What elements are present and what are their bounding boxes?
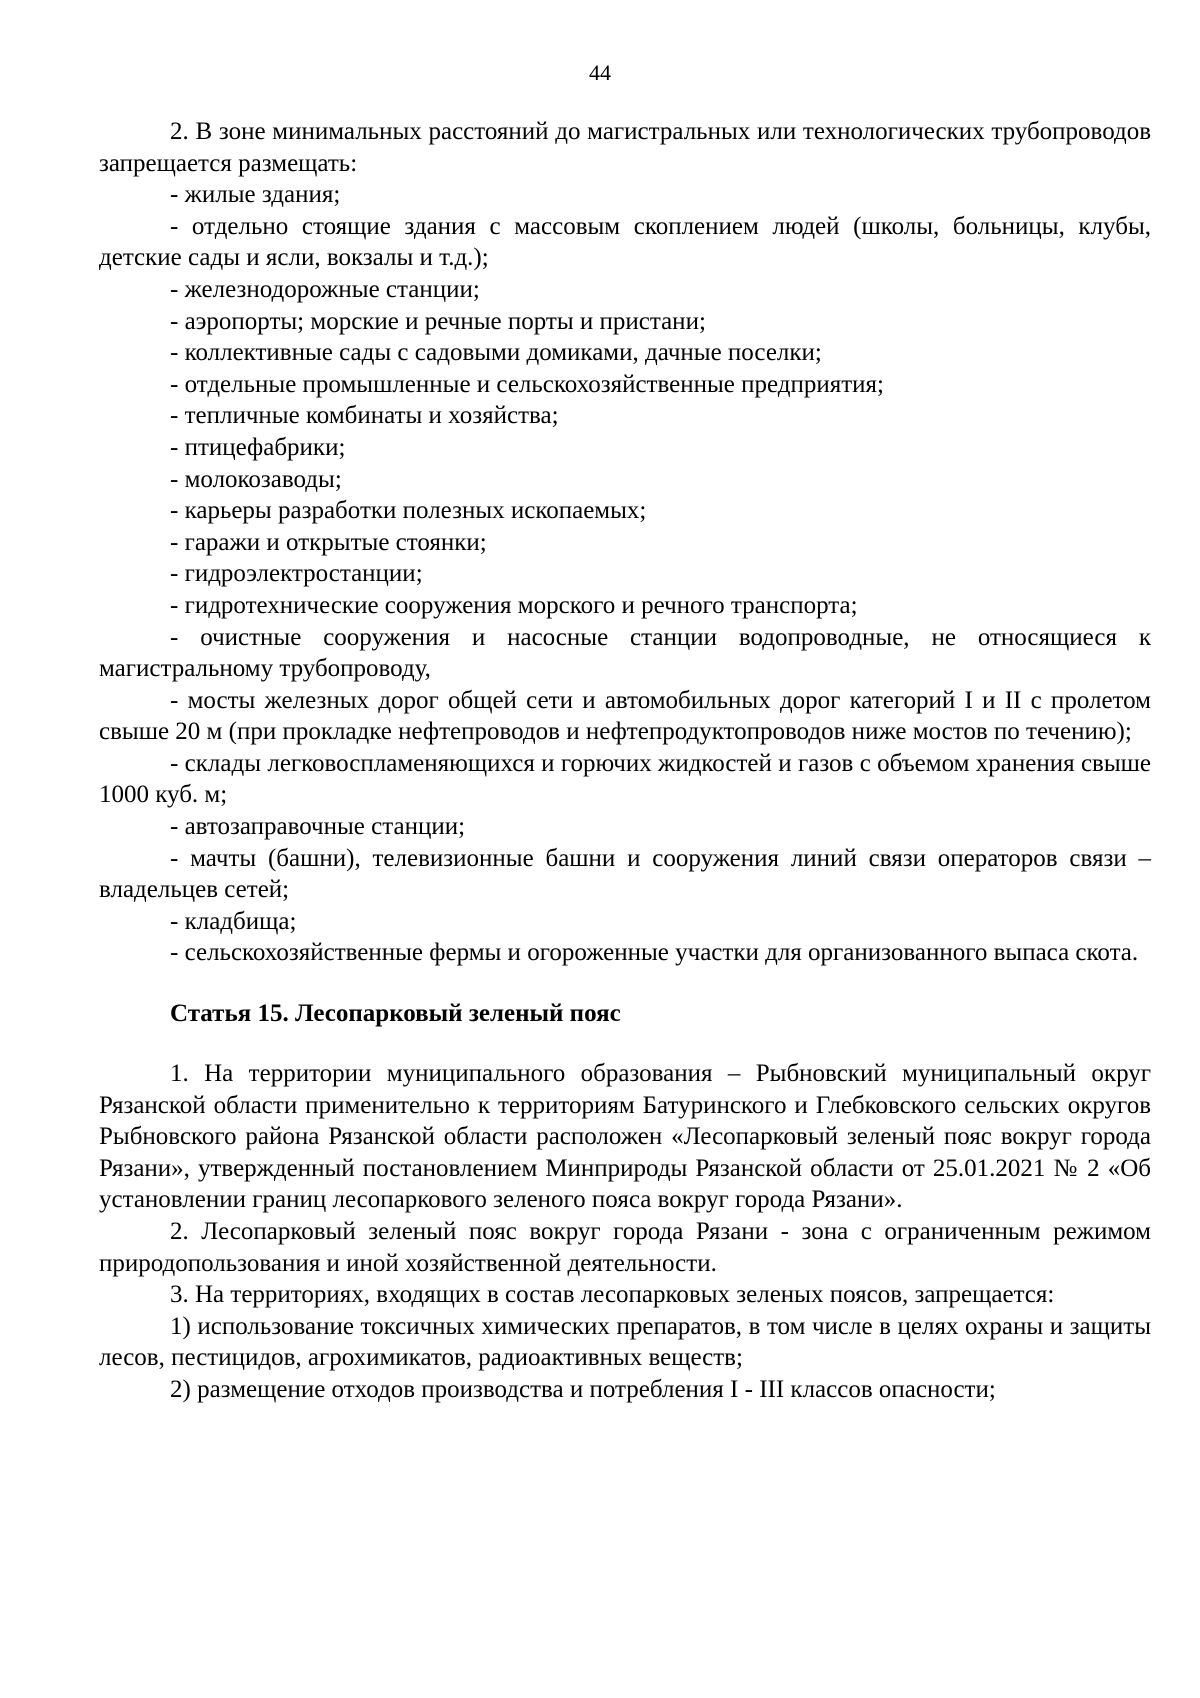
article-paragraph: 2) размещение отходов производства и потребления I - III классов опасности; <box>170 1375 996 1403</box>
list-item: - тепличные комбинаты и хозяйства; <box>170 402 559 430</box>
article-paragraph: 2. Лесопарковый зеленый пояс вокруг города Рязани - зона с ограниченным режимом природопользования и иной хозяйственной деятельности. <box>99 1218 1151 1277</box>
article-paragraph: 1) использование токсичных химических препаратов, в том числе в целях охраны и защиты лесов, пестицидов, агрохимикатов, радиоактивных веществ; <box>99 1312 1151 1372</box>
list-item: - гидроэлектростанции; <box>170 560 423 588</box>
list-item: - сельскохозяйственные фермы и огороженные участки для организованного выпаса скота. <box>170 939 1139 967</box>
list-item: - автозаправочные станции; <box>170 813 466 841</box>
list-item: - жилые здания; <box>170 181 341 209</box>
list-item: - склады легковоспламеняющихся и горючих жидкостей и газов с объемом хранения свыше 1000 куб. м; <box>99 749 1151 809</box>
list-item: - отдельные промышленные и сельскохозяйственные предприятия; <box>170 370 885 398</box>
list-item: - железнодорожные станции; <box>170 275 480 303</box>
list-item: - мосты железных дорог общей сети и автомобильных дорог категорий I и II с пролетом свыше 20 м (при прокладке нефтепроводов и нефтепродуктопроводов ниже мостов по течению); <box>99 686 1151 746</box>
article-paragraph: 3. На территориях, входящих в состав лесопарковых зеленых поясов, запрещается: <box>170 1281 1055 1309</box>
article-paragraph: 1. На территории муниципального образования – Рыбновский муниципальный округ Рязанской области применительно к территориям Батуринского и Глебковского сельских округов Рыбновского района Рязанской области расположен «Лесопарковый зеленый пояс вокруг города Рязани», утвержденный постановлением Минприроды Рязанской области от 25.01.2021 № 2 «Об установлении границ лесопаркового зеленого пояса вокруг города Рязани». <box>99 1060 1151 1214</box>
list-item: - птицефабрики; <box>170 433 346 461</box>
page-content <box>99 116 1151 1406</box>
page-number: 44 <box>589 60 611 85</box>
list-item: - кладбища; <box>170 907 297 935</box>
list-item: - карьеры разработки полезных ископаемых; <box>170 497 647 525</box>
section-intro-paragraph: 2. В зоне минимальных расстояний до магистральных или технологических трубопроводов запрещается размещать: <box>99 118 1151 177</box>
list-item: - очистные сооружения и насосные станции водопроводные, не относящиеся к магистральному трубопроводу, <box>99 623 1151 683</box>
list-item: - молокозаводы; <box>170 465 342 493</box>
list-item: - отдельно стоящие здания с массовым скоплением людей (школы, больницы, клубы, детские сады и ясли, вокзалы и т.д.); <box>99 212 1151 272</box>
restricted-items-list <box>99 179 1151 969</box>
list-item: - аэропорты; морские и речные порты и пристани; <box>170 307 706 335</box>
list-item: - мачты (башни), телевизионные башни и сооружения линий связи операторов связи – владельцев сетей; <box>99 844 1151 904</box>
list-item: - гаражи и открытые стоянки; <box>170 528 487 556</box>
list-item: - гидротехнические сооружения морского и речного транспорта; <box>170 591 858 619</box>
article-heading: Статья 15. Лесопарковый зеленый пояс <box>170 1000 621 1028</box>
list-item: - коллективные сады с садовыми домиками, дачные поселки; <box>170 339 822 367</box>
article-body <box>99 1058 1151 1406</box>
